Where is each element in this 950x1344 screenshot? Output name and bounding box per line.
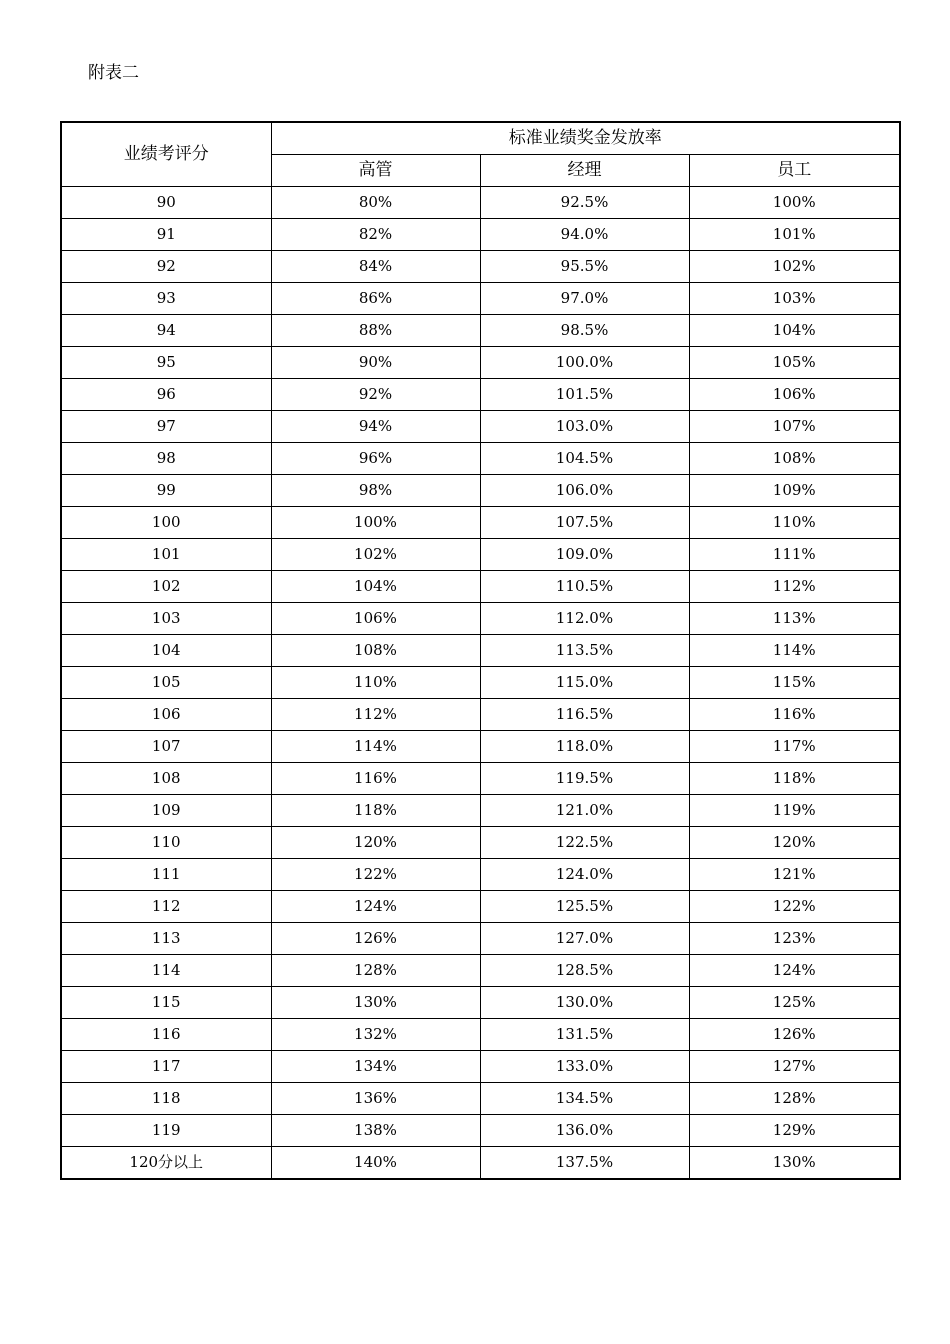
manager-rate-cell: 134.5% [480,1083,689,1115]
manager-rate-cell: 131.5% [480,1019,689,1051]
bonus-rate-group-header: 标准业绩奖金发放率 [271,122,900,155]
exec-rate-cell: 112% [271,699,480,731]
staff-rate-cell: 110% [689,507,900,539]
table-row [61,539,900,571]
score-cell: 109 [61,795,271,827]
score-cell: 111 [61,859,271,891]
manager-rate-cell: 124.0% [480,859,689,891]
table-row [61,1083,900,1115]
exec-rate-cell: 116% [271,763,480,795]
score-cell: 92 [61,251,271,283]
table-row [61,571,900,603]
exec-rate-cell: 108% [271,635,480,667]
exec-rate-cell: 122% [271,859,480,891]
staff-rate-cell: 119% [689,795,900,827]
score-cell: 117 [61,1051,271,1083]
staff-rate-cell: 116% [689,699,900,731]
table-row [61,955,900,987]
exec-rate-cell: 80% [271,187,480,219]
table-row [61,827,900,859]
staff-rate-cell: 100% [689,187,900,219]
exec-rate-cell: 114% [271,731,480,763]
manager-rate-cell: 106.0% [480,475,689,507]
table-row [61,1051,900,1083]
score-cell: 100 [61,507,271,539]
score-cell: 99 [61,475,271,507]
staff-rate-cell: 103% [689,283,900,315]
exec-rate-cell: 100% [271,507,480,539]
table-row [61,187,900,219]
table-row [61,1147,900,1180]
table-row [61,347,900,379]
exec-rate-cell: 92% [271,379,480,411]
exec-rate-cell: 110% [271,667,480,699]
table-row [61,379,900,411]
score-cell: 94 [61,315,271,347]
staff-rate-cell: 122% [689,891,900,923]
manager-rate-cell: 95.5% [480,251,689,283]
table-row [61,411,900,443]
table-row [61,443,900,475]
manager-rate-cell: 98.5% [480,315,689,347]
exec-rate-cell: 136% [271,1083,480,1115]
table-row [61,1019,900,1051]
staff-rate-cell: 130% [689,1147,900,1180]
manager-rate-cell: 125.5% [480,891,689,923]
staff-rate-cell: 114% [689,635,900,667]
score-cell: 108 [61,763,271,795]
score-cell: 90 [61,187,271,219]
exec-rate-cell: 128% [271,955,480,987]
exec-rate-cell: 134% [271,1051,480,1083]
staff-rate-cell: 115% [689,667,900,699]
table-row [61,859,900,891]
manager-rate-cell: 92.5% [480,187,689,219]
exec-rate-cell: 118% [271,795,480,827]
score-cell: 104 [61,635,271,667]
manager-rate-cell: 101.5% [480,379,689,411]
staff-rate-cell: 109% [689,475,900,507]
table-row [61,795,900,827]
manager-rate-cell: 133.0% [480,1051,689,1083]
staff-rate-cell: 120% [689,827,900,859]
bonus-rate-table [60,121,901,1180]
staff-rate-cell: 107% [689,411,900,443]
exec-rate-cell: 90% [271,347,480,379]
staff-rate-cell: 128% [689,1083,900,1115]
score-cell: 114 [61,955,271,987]
score-cell: 119 [61,1115,271,1147]
manager-rate-cell: 121.0% [480,795,689,827]
header-row-top [61,122,900,155]
manager-rate-cell: 122.5% [480,827,689,859]
table-row [61,603,900,635]
score-cell: 91 [61,219,271,251]
manager-rate-cell: 109.0% [480,539,689,571]
score-cell: 116 [61,1019,271,1051]
exec-rate-cell: 88% [271,315,480,347]
manager-rate-cell: 94.0% [480,219,689,251]
score-cell: 106 [61,699,271,731]
score-cell: 113 [61,923,271,955]
staff-rate-cell: 106% [689,379,900,411]
staff-rate-cell: 118% [689,763,900,795]
staff-rate-cell: 124% [689,955,900,987]
table-row [61,699,900,731]
table-row [61,763,900,795]
manager-rate-cell: 104.5% [480,443,689,475]
table-row [61,507,900,539]
exec-rate-cell: 130% [271,987,480,1019]
exec-rate-cell: 96% [271,443,480,475]
exec-rate-cell: 98% [271,475,480,507]
manager-rate-cell: 127.0% [480,923,689,955]
score-cell: 105 [61,667,271,699]
table-row [61,251,900,283]
staff-rate-cell: 129% [689,1115,900,1147]
manager-rate-cell: 107.5% [480,507,689,539]
staff-rate-cell: 127% [689,1051,900,1083]
table-row [61,923,900,955]
exec-rate-cell: 104% [271,571,480,603]
score-cell: 93 [61,283,271,315]
exec-rate-cell: 140% [271,1147,480,1180]
manager-rate-cell: 112.0% [480,603,689,635]
score-cell: 101 [61,539,271,571]
score-cell: 118 [61,1083,271,1115]
exec-rate-cell: 84% [271,251,480,283]
exec-rate-cell: 106% [271,603,480,635]
score-cell: 115 [61,987,271,1019]
manager-rate-cell: 128.5% [480,955,689,987]
staff-rate-cell: 112% [689,571,900,603]
exec-rate-cell: 124% [271,891,480,923]
score-cell: 110 [61,827,271,859]
table-row [61,731,900,763]
staff-rate-cell: 108% [689,443,900,475]
score-cell: 112 [61,891,271,923]
exec-rate-cell: 138% [271,1115,480,1147]
manager-rate-cell: 130.0% [480,987,689,1019]
manager-rate-cell: 103.0% [480,411,689,443]
score-column-header: 业绩考评分 [61,122,271,187]
exec-rate-cell: 126% [271,923,480,955]
manager-rate-cell: 97.0% [480,283,689,315]
manager-rate-cell: 116.5% [480,699,689,731]
table-body [61,187,900,1180]
staff-rate-cell: 123% [689,923,900,955]
staff-rate-cell: 105% [689,347,900,379]
table-row [61,475,900,507]
table-caption: 附表二 [88,63,139,83]
table-row [61,1115,900,1147]
manager-rate-cell: 118.0% [480,731,689,763]
staff-rate-cell: 101% [689,219,900,251]
staff-column-header: 员工 [689,155,900,187]
score-cell: 95 [61,347,271,379]
staff-rate-cell: 113% [689,603,900,635]
score-cell: 120分以上 [61,1147,271,1180]
exec-rate-cell: 82% [271,219,480,251]
staff-rate-cell: 121% [689,859,900,891]
score-cell: 103 [61,603,271,635]
manager-rate-cell: 110.5% [480,571,689,603]
score-cell: 98 [61,443,271,475]
manager-rate-cell: 113.5% [480,635,689,667]
table-row [61,891,900,923]
exec-rate-cell: 132% [271,1019,480,1051]
table-row [61,315,900,347]
staff-rate-cell: 117% [689,731,900,763]
staff-rate-cell: 125% [689,987,900,1019]
manager-rate-cell: 100.0% [480,347,689,379]
table-row [61,667,900,699]
exec-column-header: 高管 [271,155,480,187]
manager-rate-cell: 137.5% [480,1147,689,1180]
manager-rate-cell: 136.0% [480,1115,689,1147]
staff-rate-cell: 102% [689,251,900,283]
score-cell: 96 [61,379,271,411]
score-cell: 97 [61,411,271,443]
manager-column-header: 经理 [480,155,689,187]
manager-rate-cell: 115.0% [480,667,689,699]
table-row [61,283,900,315]
exec-rate-cell: 120% [271,827,480,859]
score-cell: 107 [61,731,271,763]
exec-rate-cell: 94% [271,411,480,443]
staff-rate-cell: 104% [689,315,900,347]
table-row [61,635,900,667]
table-row [61,987,900,1019]
exec-rate-cell: 86% [271,283,480,315]
score-cell: 102 [61,571,271,603]
exec-rate-cell: 102% [271,539,480,571]
staff-rate-cell: 111% [689,539,900,571]
manager-rate-cell: 119.5% [480,763,689,795]
table-row [61,219,900,251]
staff-rate-cell: 126% [689,1019,900,1051]
